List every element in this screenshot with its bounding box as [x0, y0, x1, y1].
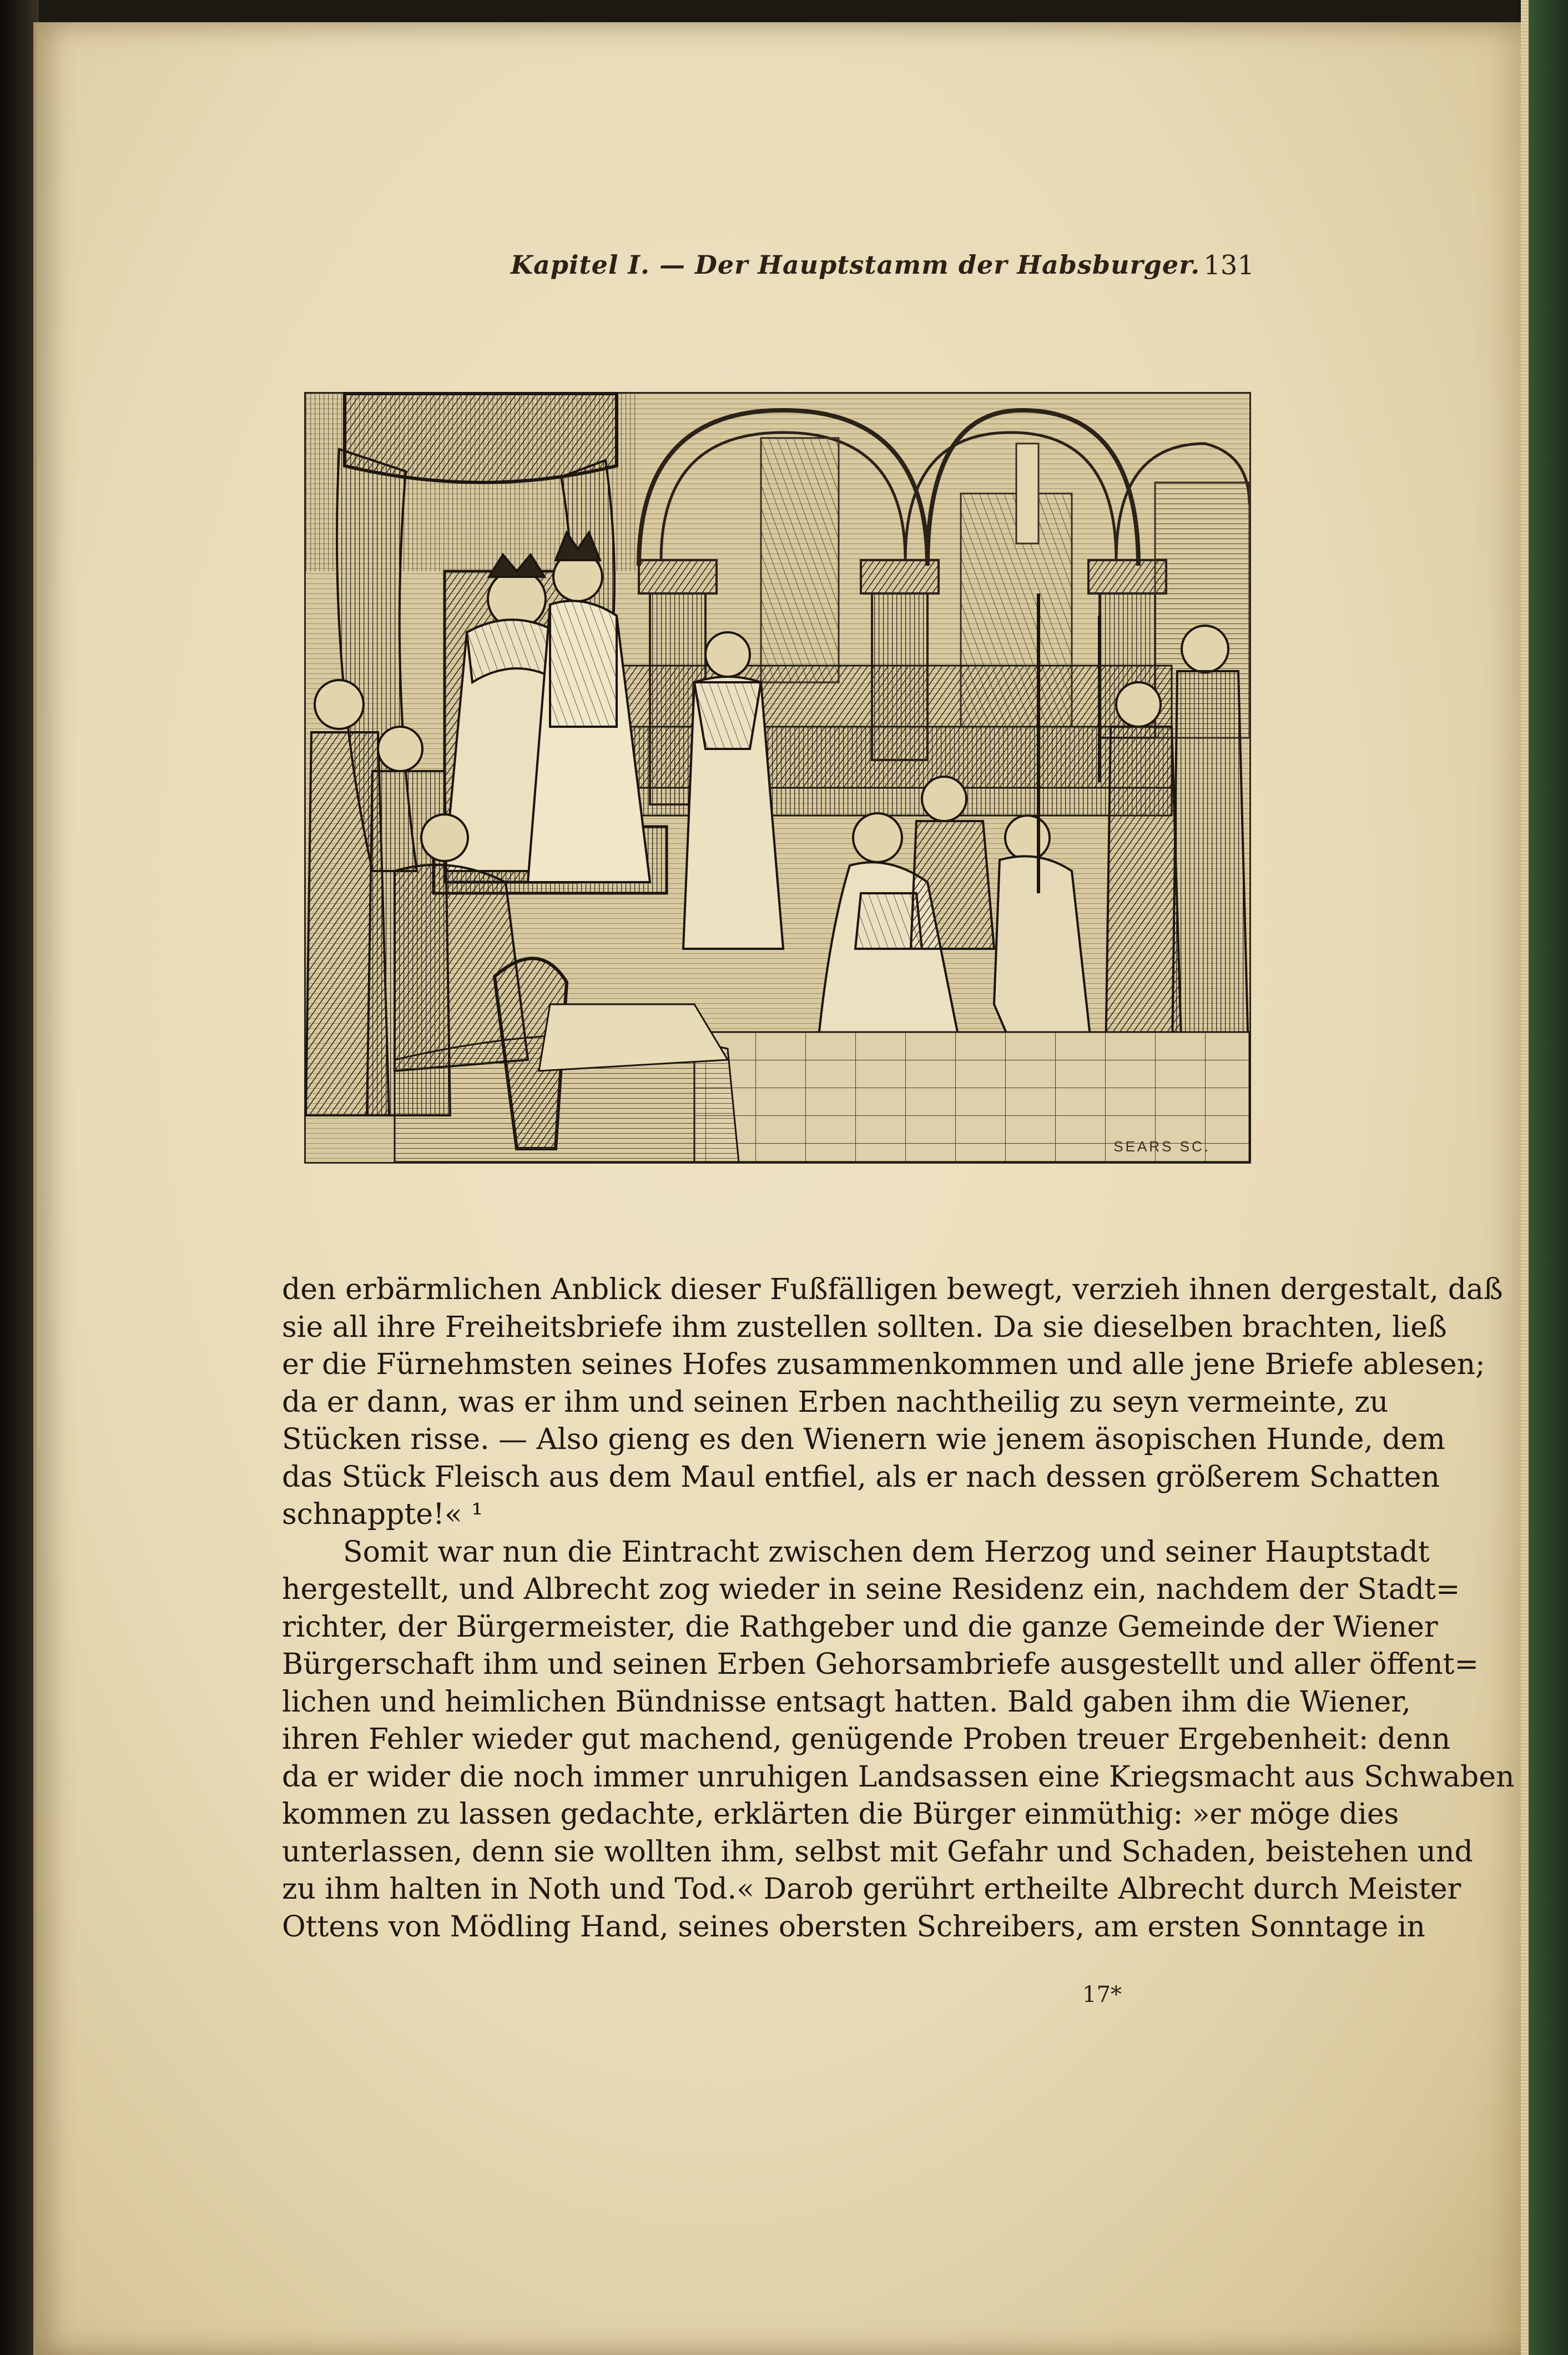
running-head	[511, 250, 1254, 289]
chapter-title: Kapitel I. — Der Hauptstamm der Habsburger.	[511, 250, 1201, 280]
text-line: zu ihm halten in Noth und Tod.« Darob gerührt ertheilte Albrecht durch Meister	[282, 1873, 1461, 1906]
text-line: Stücken risse. — Also gieng es den Wienern wie jenem äsopischen Hunde, dem	[282, 1423, 1445, 1456]
paragraph-2	[282, 1534, 1515, 1946]
text-line: da er dann, was er ihm und seinen Erben nachtheilig zu seyn vermeinte, zu	[282, 1385, 1389, 1419]
text-line: schnappte!« ¹	[282, 1498, 483, 1531]
body-text	[282, 1271, 1515, 1946]
text-line: kommen zu lassen gedachte, erklärten die Bürger einmüthig: »er möge dies	[282, 1798, 1399, 1831]
text-line: richter, der Bürgermeister, die Rathgeber und die ganze Gemeinde der Wiener	[282, 1610, 1438, 1644]
text-line: den erbärmlichen Anblick dieser Fußfälligen bewegt, verzieh ihnen dergestalt, daß	[282, 1273, 1503, 1306]
text-line: hergestellt, und Albrecht zog wieder in seine Residenz ein, nachdem der Stadt=	[282, 1573, 1460, 1606]
page-number: 131	[1203, 250, 1254, 281]
text-line: Somit war nun die Eintracht zwischen dem Herzog und seiner Hauptstadt	[343, 1535, 1430, 1569]
engraver-signature: SEARS SC.	[1113, 1138, 1211, 1155]
engraving-drawing	[306, 394, 1249, 1162]
page-stack-edge	[1521, 0, 1568, 2355]
text-line: ihren Fehler wieder gut machend, genügende Proben treuer Ergebenheit: denn	[282, 1723, 1451, 1756]
text-line: da er wider die noch immer unruhigen Landsassen eine Kriegsmacht aus Schwaben	[282, 1760, 1515, 1794]
text-line: er die Fürnehmsten seines Hofes zusammenkommen und alle jene Briefe ablesen;	[282, 1348, 1485, 1381]
text-line: lichen und heimlichen Bündnisse entsagt hatten. Bald gaben ihm die Wiener,	[282, 1685, 1411, 1719]
text-line: Bürgerschaft ihm und seinen Erben Gehorsambriefe ausgestellt und aller öffent=	[282, 1648, 1479, 1681]
paragraph-1	[282, 1271, 1503, 1534]
engraving-illustration	[304, 392, 1251, 1164]
text-line: das Stück Fleisch aus dem Maul entfiel, als er nach dessen größerem Schatten	[282, 1460, 1440, 1494]
text-line: sie all ihre Freiheitsbriefe ihm zustellen sollten. Da sie dieselben brachten, ließ	[282, 1310, 1447, 1344]
signature-mark: 17*	[1082, 1982, 1122, 2007]
text-line: unterlassen, denn sie wollten ihm, selbst mit Gefahr und Schaden, beistehen und	[282, 1835, 1473, 1869]
book-page	[33, 22, 1535, 2355]
text-line: Ottens von Mödling Hand, seines obersten Schreibers, am ersten Sonntage in	[282, 1910, 1425, 1944]
